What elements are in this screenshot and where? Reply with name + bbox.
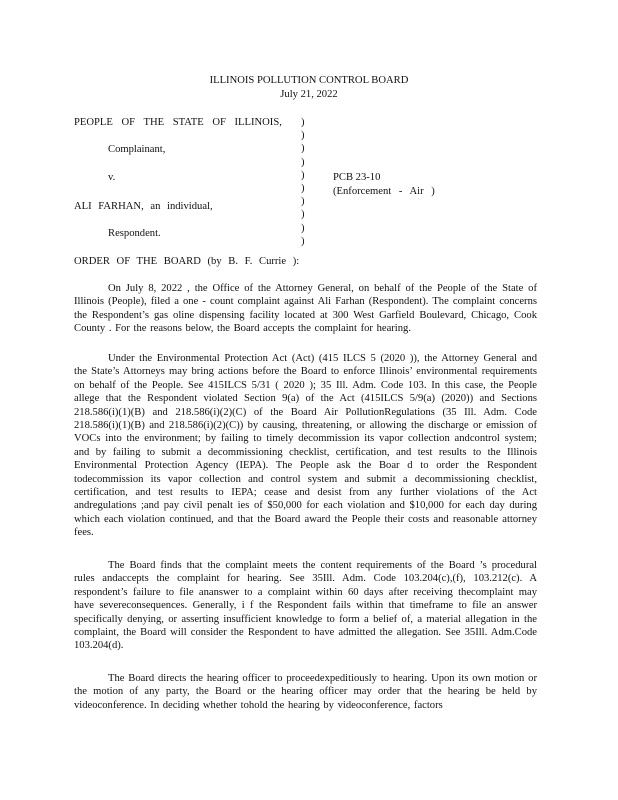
complainant-role: Complainant, — [108, 144, 166, 155]
caption-paren: ) — [301, 183, 305, 195]
respondent-role: Respondent. — [108, 228, 161, 239]
caption-paren: ) — [301, 235, 305, 247]
caption-paren: ) — [301, 156, 305, 168]
caption-paren: ) — [301, 169, 305, 181]
caption-paren: ) — [301, 222, 305, 234]
complainant-name: PEOPLE OF THE STATE OF ILLINOIS, — [74, 117, 282, 128]
caption-parentheses — [301, 116, 311, 248]
caption-paren: ) — [301, 209, 305, 221]
caption-paren: ) — [301, 143, 305, 155]
agency-title: ILLINOIS POLLUTION CONTROL BOARD — [209, 75, 409, 86]
order-date: July 21, 2022 — [280, 89, 338, 100]
body-paragraph-3: The Board finds that the complaint meets the content requirements of the Board ’s procedural rules andaccepts the complaint for hearing. See 35Ill. Adm. Code 103.204(c),(f), 103.212(c). A respondent’s failure to file ananswer to a complaint within 60 days after receiving thecomplaint may have severeconsequences. Generally, i f the Respondent fails within that timeframe to file an answer specifically denying, or asserting insufficient knowledge to form a belief of, a material allegation in the complaint, the Board will consider the Respondent to have admitted the allegation. See 35Ill. Adm.Code 103.204(d). — [74, 560, 537, 652]
caption-paren: ) — [301, 196, 305, 208]
respondent-name: ALI FARHAN, an individual, — [74, 201, 213, 212]
body-paragraph-1: On July 8, 2022 , the Office of the Attorney General, on behalf of the People of the State of Illinois (People), filed a one - count complaint against Ali Farhan (Respondent). The complaint concerns the Respondent’s gas oline dispensing facility located at 300 West Garfield Boulevard, Chicago, Cook County . For the reasons below, the Board accepts the complaint for hearing. — [74, 283, 537, 335]
versus-label: v. — [108, 172, 116, 183]
body-paragraph-4: The Board directs the hearing officer to proceedexpeditiously to hearing. Upon its own motion or the motion of any party, the Board or the hearing officer may order that the hearing be held by videoconference. In deciding whether tohold the hearing by videoconference, factors — [74, 673, 537, 711]
case-type: (Enforcement - Air ) — [333, 186, 435, 197]
order-heading: ORDER OF THE BOARD (by B. F. Currie ): — [74, 256, 300, 267]
case-number: PCB 23-10 — [333, 172, 381, 183]
body-paragraph-2: Under the Environmental Protection Act (Act) (415 ILCS 5 (2020 )), the Attorney General and the State’s Attorneys may bring actions before the Board to enforce Illinois’ environmental requirements on behalf of the People. See 415ILCS 5/31 ( 2020 ); 35 Ill. Adm. Code 103. In this case, the People allege that the Respondent violated Section 9(a) of the Act (415ILCS 5/9(a) (2020)) and Sections 218.586(i)(1)(B) and 218.586(i)(2)(C) of the Board Air PollutionRegulations (35 Ill. Adm. Code 218.586(i)(1)(B) and 218.586(i)(2)(C)) by causing, threatening, or allowing the discharge or emission of VOCs into the environment; by failing to timely decommission its vapor collection andcontrol system; and by failing to submit a decommissioning checklist, certification, and test results to the Illinois Environmental Protection Agency (IEPA). The People ask the Boar d to order the Respondent todecommission its vapor collection and control system and submit a decommissioning checklist, certification, and test results to IEPA; cease and desist from any further violations of the Act andregulations ;and pay civil penalt ies of $50,000 for each violation and $10,000 for each day during which each violation continued, and that the Board award the People their costs and reasonable attorney fees. — [74, 353, 537, 539]
caption-paren: ) — [301, 117, 305, 128]
caption-paren: ) — [301, 130, 305, 142]
